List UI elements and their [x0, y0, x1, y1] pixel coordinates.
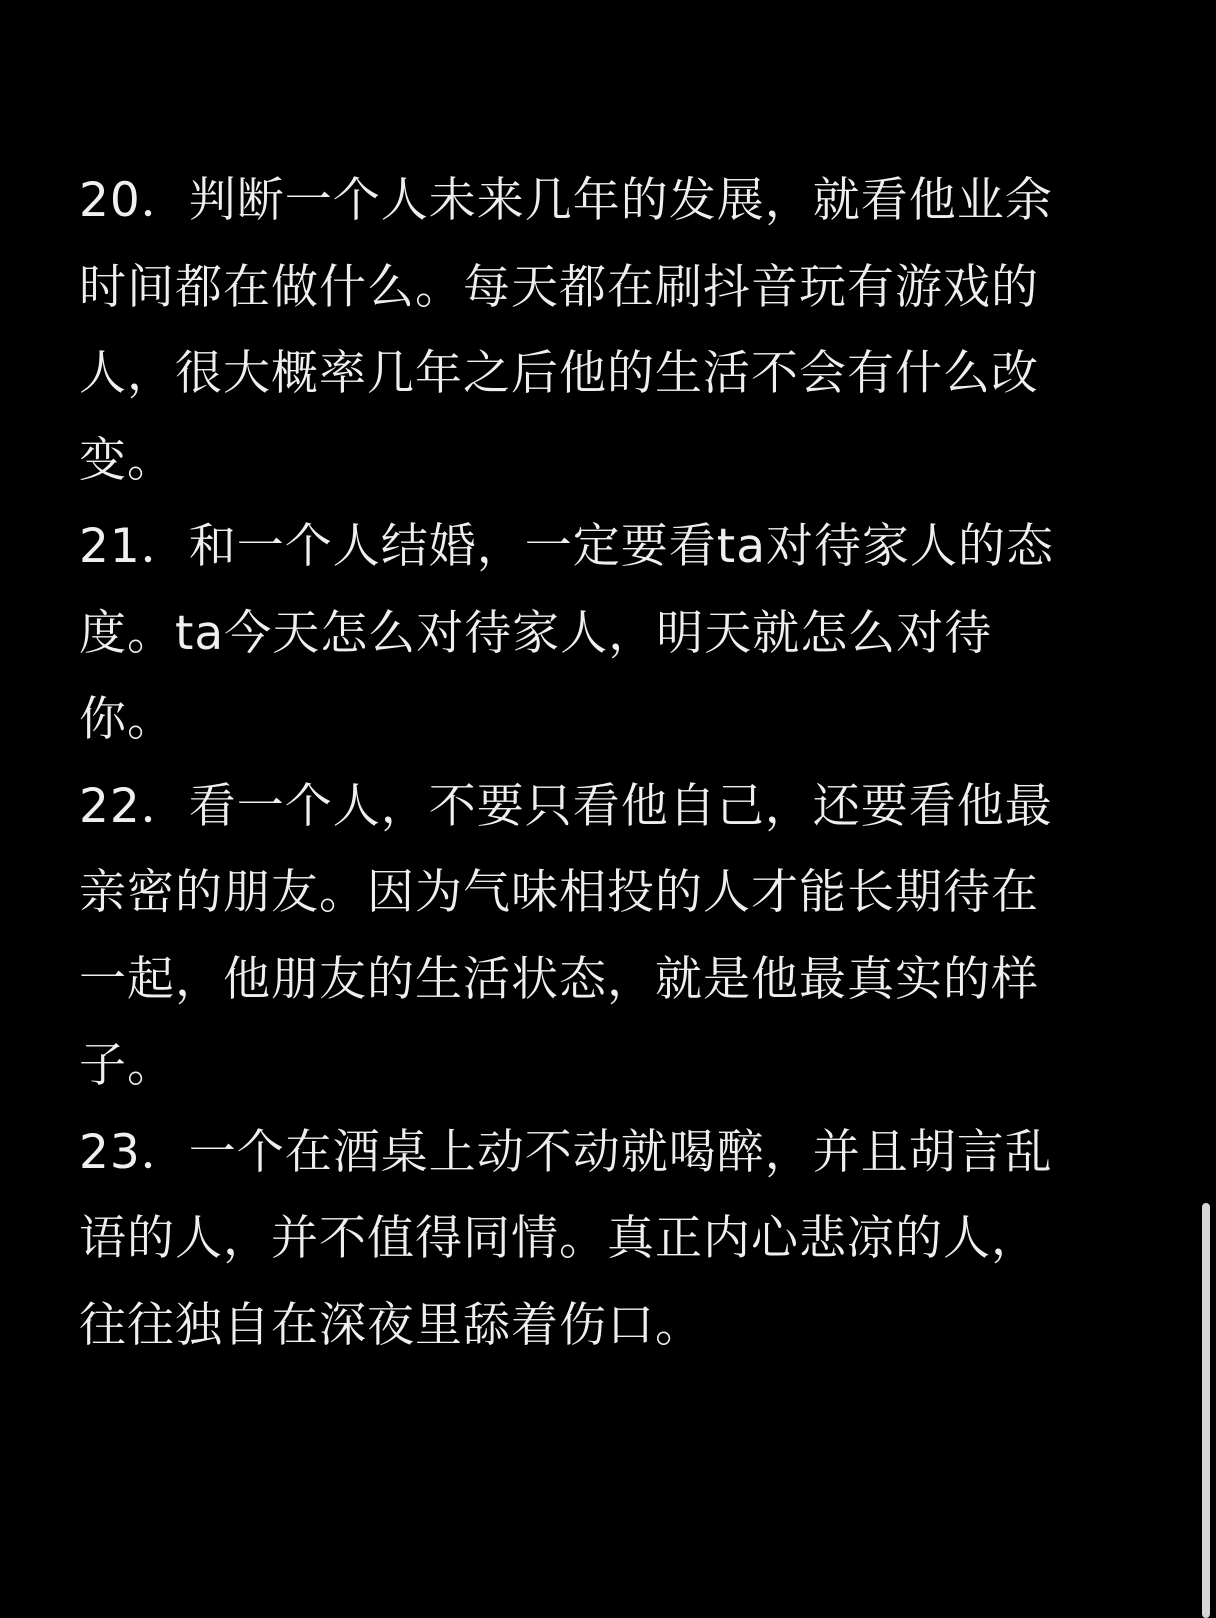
text-line: 21．和一个人结婚，一定要看ta对待家人的态: [79, 519, 1055, 574]
article-text: [79, 158, 1129, 1369]
text-line: 度。ta今天怎么对待家人，明天就怎么对待: [79, 605, 993, 661]
text-line: 往往独自在深夜里舔着伤口。: [79, 1297, 703, 1353]
text-line: 语的人，并不值得同情。真正内心悲凉的人，: [79, 1211, 1039, 1266]
text-line: 23．一个在酒桌上动不动就喝醉，并且胡言乱: [79, 1124, 1053, 1180]
text-line: 变。: [79, 432, 175, 488]
text-line: 20．判断一个人未来几年的发展，就看他业余: [79, 173, 1053, 228]
text-line: 人，很大概率几年之后他的生活不会有什么改: [79, 346, 1039, 401]
vertical-scrollbar[interactable]: [1198, 0, 1212, 1618]
text-line: 一起，他朋友的生活状态，就是他最真实的样: [79, 951, 1039, 1007]
text-line: 子。: [79, 1038, 175, 1093]
text-line: 亲密的朋友。因为气味相投的人才能长期待在: [79, 865, 1039, 920]
text-line: 22．看一个人，不要只看他自己，还要看他最: [79, 778, 1053, 834]
text-line: 你。: [79, 692, 175, 747]
text-line: 时间都在做什么。每天都在刷抖音玩有游戏的: [79, 259, 1039, 315]
scrollbar-thumb[interactable]: [1202, 1203, 1210, 1618]
